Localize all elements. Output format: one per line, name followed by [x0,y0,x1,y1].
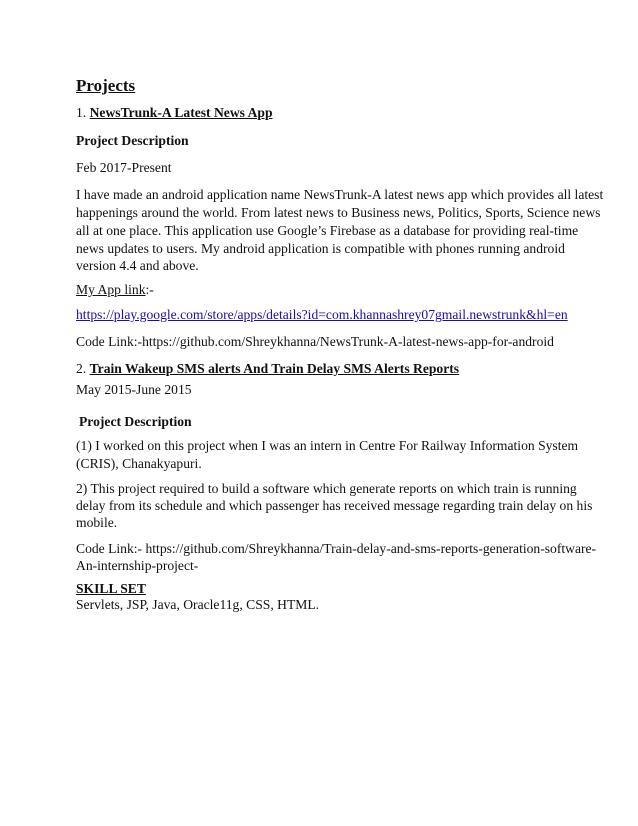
project2-point2-line: delay from its schedule and which passenger has received message regarding train delay on his [76,498,593,513]
play-store-link[interactable]: https://play.google.com/store/apps/details?id=com.khannashrey07gmail.newstrunk&hl=en [76,307,568,322]
project1-description-line: all at one place. This application use Google’s Firebase as a database for providing real-time [76,223,579,238]
project1-description-line: version 4.4 and above. [76,258,199,273]
project2-description-heading: Project Description [79,414,192,429]
project2-code-link-line: An-internship-project- [76,558,199,573]
project2-number: 2. [76,361,87,376]
project2-point1-line: (1) I worked on this project when I was an intern in Centre For Railway Information System [76,438,579,453]
project1-title-line [76,104,273,121]
projects-heading: Projects [76,76,136,95]
project2-dates: May 2015-June 2015 [76,382,192,397]
app-link-suffix: :- [145,282,154,297]
skill-set-heading: SKILL SET [76,581,146,596]
app-link-url-line [76,306,568,323]
project1-description-heading: Project Description [76,133,189,148]
project1-code-link: Code Link:-https://github.com/Shreykhanna/NewsTrunk-A-latest-news-app-for-android [76,334,554,349]
project1-dates: Feb 2017-Present [76,160,172,175]
app-link-label: My App link [76,282,146,297]
project1-description-line: news updates to users. My android application is compatible with phones running android [76,241,565,256]
project1-number: 1. [76,105,87,120]
app-link-line [76,281,154,298]
project2-title-line [76,360,459,377]
project2-point2-line: mobile. [76,515,118,530]
project2-code-link-line: Code Link:- https://github.com/Shreykhanna/Train-delay-and-sms-reports-generation-software- [76,541,597,556]
skill-set-list: Servlets, JSP, Java, Oracle11g, CSS, HTML. [76,597,320,612]
project1-description-line: I have made an android application name NewsTrunk-A latest news app which provides all latest [76,187,604,202]
project2-point2-line: 2) This project required to build a software which generate reports on which train is running [76,481,577,496]
project2-point1-line: (CRIS), Chanakyapuri. [76,456,202,471]
project2-title: Train Wakeup SMS alerts And Train Delay SMS Alerts Reports [89,361,460,376]
project1-description-line: happenings around the world. From latest news to Business news, Politics, Sports, Science news [76,205,601,220]
project1-title: NewsTrunk-A Latest News App [89,105,273,120]
